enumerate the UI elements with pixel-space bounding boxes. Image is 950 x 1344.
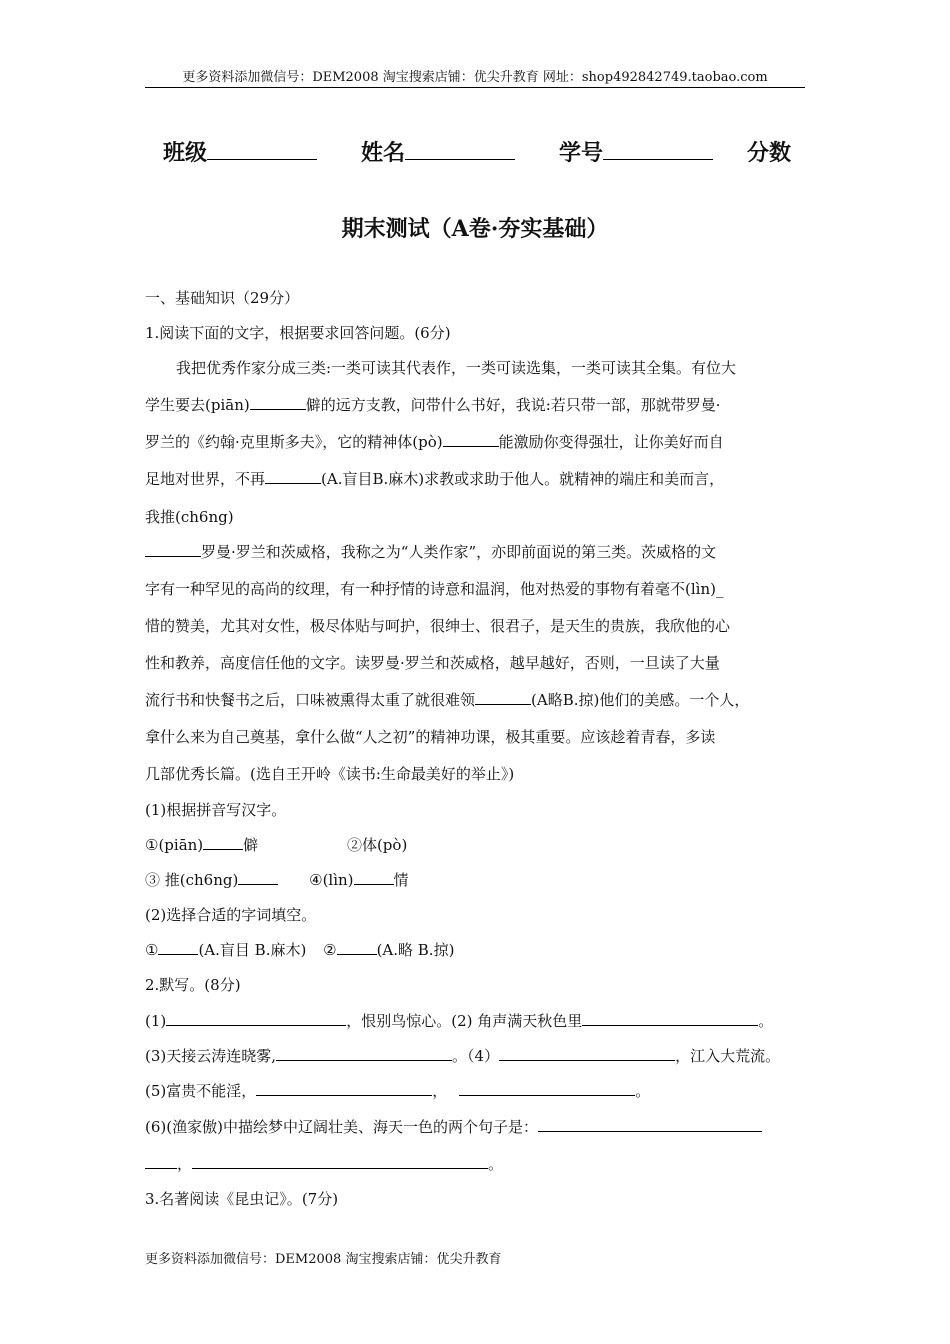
passage-text: 能激励你变得强壮，让你美好而自 bbox=[498, 433, 724, 451]
fill-blank[interactable] bbox=[250, 395, 306, 410]
passage-text: 足地对世界，不再 bbox=[145, 470, 266, 488]
q3-prompt: 3.名著阅读《昆虫记》。(7分) bbox=[145, 1190, 339, 1208]
answer-label: ①(piān) bbox=[145, 836, 204, 854]
class-label: 班级 bbox=[163, 140, 208, 166]
dictation-blank[interactable] bbox=[145, 1154, 177, 1169]
header-rule bbox=[145, 87, 805, 88]
dictation-text: (3)天接云涛连晓雾, bbox=[145, 1047, 277, 1065]
dictation-row bbox=[145, 1080, 650, 1101]
exam-title: 期末测试（A卷·夯实基础） bbox=[341, 216, 609, 242]
sub-question: (2)选择合适的字词填空。 bbox=[145, 906, 317, 924]
passage-line: 性和教养，高度信任他的文字。读罗曼·罗兰和茨威格，越早越好，否则，一旦读了大量 bbox=[145, 654, 720, 672]
q2-prompt: 2.默写。(8分) bbox=[145, 976, 241, 994]
answer-label: 情 bbox=[393, 871, 409, 889]
passage-line: 我推(ch6ng) bbox=[145, 508, 234, 526]
dictation-blank[interactable] bbox=[276, 1046, 452, 1061]
name-blank[interactable] bbox=[405, 139, 515, 160]
passage-text: (A.盲目B.麻木)求教或求助于他人。就精神的端庄和美而言， bbox=[321, 470, 725, 488]
name-label: 姓名 bbox=[361, 140, 406, 166]
passage-line: 拿什么来为自己奠基，拿什么做“人之初”的精神功课，极其重要。应该趁着青春，多读 bbox=[145, 728, 716, 746]
answer-label: 僻 bbox=[243, 836, 259, 854]
answer-row bbox=[145, 869, 409, 890]
dictation-text: ， bbox=[177, 1155, 193, 1173]
dictation-text: 。 bbox=[488, 1155, 504, 1173]
dictation-text: ，恨别鸟惊心。(2) 角声满天秋色里 bbox=[346, 1012, 583, 1030]
passage-text: (A略B.掠)他们的美感。一个人， bbox=[531, 691, 750, 709]
fill-blank[interactable] bbox=[475, 690, 531, 705]
answer-row bbox=[145, 939, 454, 960]
passage-line: 我把优秀作家分成三类:一类可读其代表作，一类可读选集，一类可读其全集。有位大 bbox=[176, 359, 737, 377]
answer-label: ① bbox=[145, 941, 159, 959]
passage-text: 学生要去(piān) bbox=[145, 396, 250, 414]
student-info-row bbox=[163, 136, 803, 167]
passage-line bbox=[145, 394, 721, 415]
passage-text: 罗兰的《约翰·克里斯多夫》，它的精神体(pò) bbox=[145, 433, 443, 451]
section-heading: 一、基础知识（29分） bbox=[145, 289, 300, 307]
id-blank[interactable] bbox=[603, 139, 713, 160]
answer-label: ③ 推(ch6ng) bbox=[145, 871, 239, 889]
answer-blank[interactable] bbox=[238, 870, 278, 885]
dictation-row bbox=[145, 1045, 780, 1066]
answer-blank[interactable] bbox=[354, 870, 394, 885]
answer-label: (A.盲目 B.麻木) bbox=[198, 941, 307, 959]
dictation-text: ，江入大荒流。 bbox=[675, 1047, 781, 1065]
dictation-label: (1) bbox=[145, 1012, 167, 1030]
answer-blank[interactable] bbox=[337, 940, 377, 955]
dictation-blank[interactable] bbox=[166, 1011, 346, 1026]
passage-line: 字有一种罕见的高尚的纹理，有一种抒情的诗意和温润，他对热爱的事物有着毫不(lìn)_ bbox=[145, 580, 724, 598]
dictation-blank[interactable] bbox=[459, 1081, 635, 1096]
passage-line bbox=[145, 541, 716, 562]
dictation-text: 。 bbox=[635, 1082, 651, 1100]
passage-text: 僻的远方支教，问带什么书好，我说:若只带一部，那就带罗曼· bbox=[305, 396, 721, 414]
answer-label: (A.略 B.掠) bbox=[376, 941, 455, 959]
dictation-text: 。 bbox=[758, 1012, 774, 1030]
passage-text: 流行书和快餐书之后，口味被熏得太重了就很难领 bbox=[145, 691, 476, 709]
dictation-blank[interactable] bbox=[582, 1011, 758, 1026]
q1-prompt: 1.阅读下面的文字，根据要求回答问题。(6分) bbox=[145, 324, 451, 342]
passage-line bbox=[145, 431, 724, 452]
dictation-text: (6)(渔家傲)中描绘梦中辽阔壮美、海天一色的两个句子是： bbox=[145, 1118, 538, 1136]
class-blank[interactable] bbox=[207, 139, 317, 160]
fill-blank[interactable] bbox=[265, 469, 321, 484]
page-footer: 更多资料添加微信号：DEM2008 淘宝搜索店铺：优尖升教育 bbox=[145, 1252, 502, 1267]
fill-blank[interactable] bbox=[443, 432, 499, 447]
dictation-blank[interactable] bbox=[256, 1081, 432, 1096]
fill-blank[interactable] bbox=[145, 542, 201, 557]
answer-label: ④(lìn) bbox=[309, 871, 354, 889]
answer-label: ② bbox=[323, 941, 337, 959]
passage-line: 惜的赞美，尤其对女性，极尽体贴与呵护，很绅士、很君子，是天生的贵族，我欣他的心 bbox=[145, 617, 731, 635]
dictation-row bbox=[145, 1010, 773, 1031]
passage-line bbox=[145, 468, 724, 489]
answer-blank[interactable] bbox=[158, 940, 198, 955]
dictation-text: ， bbox=[432, 1082, 448, 1100]
passage-line bbox=[145, 689, 749, 710]
dictation-blank[interactable] bbox=[538, 1117, 762, 1132]
answer-label: ②体(pò) bbox=[346, 836, 408, 854]
passage-line: 几部优秀长篇。(选自王开岭《读书:生命最美好的举止》) bbox=[145, 765, 515, 783]
dictation-blank[interactable] bbox=[192, 1154, 488, 1169]
answer-blank[interactable] bbox=[203, 835, 243, 850]
dictation-text: (5)富贵不能淫， bbox=[145, 1082, 257, 1100]
dictation-text: 。（4） bbox=[452, 1047, 500, 1065]
answer-row bbox=[145, 834, 407, 855]
dictation-row bbox=[145, 1153, 503, 1174]
dictation-blank[interactable] bbox=[499, 1046, 675, 1061]
sub-question: (1)根据拼音写汉字。 bbox=[145, 801, 287, 819]
dictation-row bbox=[145, 1116, 762, 1137]
page-header: 更多资料添加微信号：DEM2008 淘宝搜索店铺：优尖升教育 网址：shop492842749.taobao.com bbox=[182, 70, 768, 85]
passage-text: 罗曼·罗兰和茨威格，我称之为“人类作家”，亦即前面说的第三类。茨威格的文 bbox=[201, 543, 717, 561]
score-label: 分数 bbox=[747, 140, 792, 166]
id-label: 学号 bbox=[559, 140, 604, 166]
